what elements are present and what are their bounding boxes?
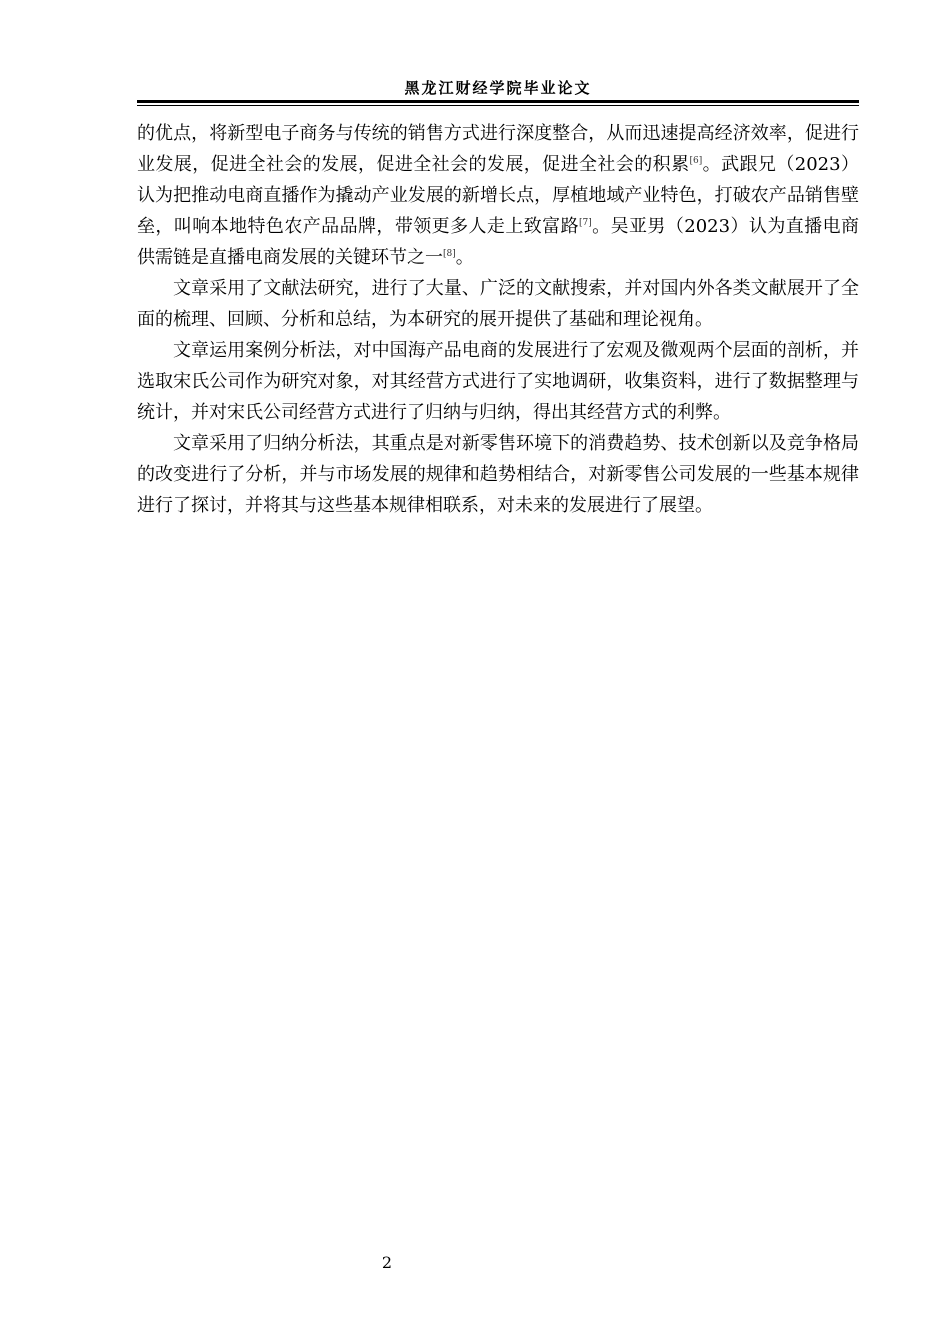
- paragraph-text: 的优点，将新型电子商务与传统的销售方式进行深度整合，从而迅速提高经济效率，促进行业发展，促进全社会的发展，促进全社会的发展，促进全社会的积累: [137, 123, 859, 175]
- citation-marker: [8]: [443, 249, 456, 259]
- paragraph-inductive-method: [137, 428, 859, 521]
- paragraph-text: 。武跟兄（2023）认为把推动电商直播作为撬动产业发展的新增长点，厚植地域产业特色，打破农产品销售壁垒，叫响本地特色农产品品牌，带领更多人走上致富路: [137, 154, 859, 237]
- paragraph-text: 文章运用案例分析法，对中国海产品电商的发展进行了宏观及微观两个层面的剖析，并选取宋氏公司作为研究对象，对其经营方式进行了实地调研，收集资料，进行了数据整理与统计，并对宋氏公司经营方式进行了归纳与归纳，得出其经营方式的利弊。: [137, 340, 859, 423]
- citation-marker: [6]: [689, 156, 703, 166]
- paragraph-case-study-method: [137, 335, 859, 428]
- citation-marker: [7]: [579, 218, 592, 228]
- paragraph-text: 文章采用了文献法研究，进行了大量、广泛的文献搜索，并对国内外各类文献展开了全面的梳理、回顾、分析和总结，为本研究的展开提供了基础和理论视角。: [137, 278, 859, 330]
- header-rule-thick: [137, 100, 859, 103]
- body-text: [137, 118, 859, 521]
- paragraph-literature-method: [137, 273, 859, 335]
- paragraph-text: 。吴亚男（2023）认为直播电商供需链是直播电商发展的关键环节之一: [137, 216, 859, 268]
- page-number: 2: [381, 1253, 393, 1272]
- page-header-title: 黑龙江财经学院毕业论文: [404, 79, 592, 97]
- header-rule-thin: [137, 105, 859, 106]
- paragraph-text: 。: [455, 247, 474, 268]
- paragraph-text: 文章采用了归纳分析法，其重点是对新零售环境下的消费趋势、技术创新以及竞争格局的改变进行了分析，并与市场发展的规律和趋势相结合，对新零售公司发展的一些基本规律进行了探讨，并将其与这些基本规律相联系，对未来的发展进行了展望。: [137, 433, 859, 516]
- paragraph-continued: [137, 118, 859, 273]
